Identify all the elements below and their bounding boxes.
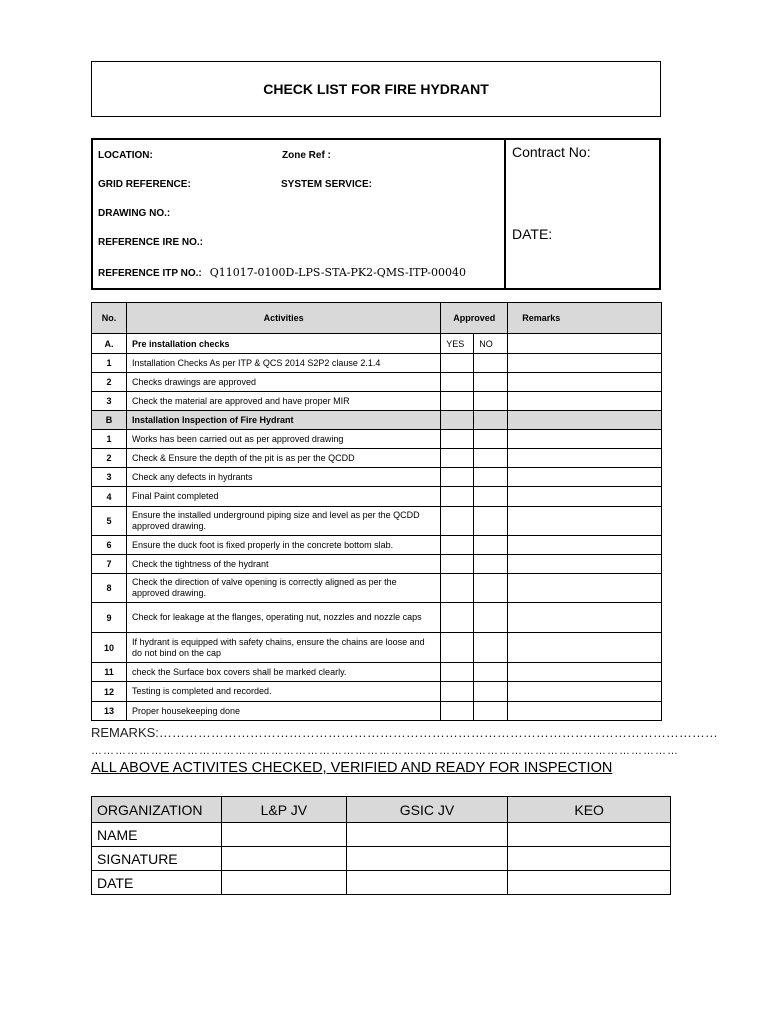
- no-checkbox-cell[interactable]: [474, 682, 508, 702]
- signoff-cell[interactable]: [346, 823, 508, 847]
- item-activity: Checks drawings are approved: [126, 373, 440, 392]
- drawing-no-label: DRAWING NO.:: [98, 208, 171, 219]
- item-activity: Ensure the installed underground piping size and level as per the QCDD approved drawing.: [126, 507, 440, 536]
- yes-checkbox-cell[interactable]: [441, 468, 474, 487]
- yes-checkbox-cell[interactable]: [441, 430, 474, 449]
- table-row: [92, 682, 662, 702]
- remarks-line: REMARKS:…………………………………………………………………………………………………………………: [91, 725, 718, 740]
- yes-checkbox-cell[interactable]: [441, 449, 474, 468]
- yes-checkbox-cell[interactable]: [441, 507, 474, 536]
- no-checkbox-cell[interactable]: [474, 392, 508, 411]
- item-activity: Ensure the duck foot is fixed properly in the concrete bottom slab.: [126, 536, 440, 555]
- item-number: 2: [92, 449, 127, 468]
- signoff-cell[interactable]: [221, 823, 346, 847]
- item-number: 9: [92, 603, 127, 633]
- yes-checkbox-cell[interactable]: [441, 373, 474, 392]
- signoff-cell[interactable]: [508, 823, 671, 847]
- item-number: 13: [92, 702, 127, 721]
- yes-checkbox-cell[interactable]: [441, 555, 474, 574]
- remarks-cell[interactable]: [508, 354, 662, 373]
- remarks-cell[interactable]: [508, 633, 662, 663]
- item-number: 3: [92, 392, 127, 411]
- section-a-title: Pre installation checks: [126, 334, 440, 354]
- signoff-cell[interactable]: [221, 871, 346, 895]
- table-row: [92, 507, 662, 536]
- section-b-title: Installation Inspection of Fire Hydrant: [126, 411, 440, 430]
- signoff-cell[interactable]: [508, 871, 671, 895]
- yes-checkbox-cell[interactable]: [441, 603, 474, 633]
- grid-reference-label: GRID REFERENCE:: [98, 179, 191, 190]
- document-title: CHECK LIST FOR FIRE HYDRANT: [91, 61, 661, 117]
- table-row: [92, 574, 662, 603]
- table-row: [92, 354, 662, 373]
- remarks-cell[interactable]: [508, 449, 662, 468]
- no-checkbox-cell[interactable]: [474, 574, 508, 603]
- no-checkbox-cell[interactable]: [474, 430, 508, 449]
- reference-itp-value: Q11017-0100D-LPS-STA-PK2-QMS-ITP-00040: [209, 266, 466, 279]
- signoff-row-label: DATE: [92, 871, 222, 895]
- remarks-cell[interactable]: [508, 334, 662, 354]
- yes-checkbox-cell[interactable]: [441, 487, 474, 507]
- no-checkbox-cell[interactable]: [474, 633, 508, 663]
- table-row: [92, 603, 662, 633]
- yes-checkbox-cell[interactable]: [441, 663, 474, 682]
- remarks-cell[interactable]: [508, 663, 662, 682]
- remarks-cell[interactable]: [508, 603, 662, 633]
- remarks-cell[interactable]: [508, 392, 662, 411]
- table-row: [92, 555, 662, 574]
- item-number: 3: [92, 468, 127, 487]
- yes-column-label: YES: [441, 334, 474, 354]
- item-number: 1: [92, 430, 127, 449]
- remarks-cell[interactable]: [508, 555, 662, 574]
- remarks-cell[interactable]: [508, 430, 662, 449]
- item-number: 5: [92, 507, 127, 536]
- project-info-fields: [93, 140, 506, 288]
- yes-checkbox-cell[interactable]: [441, 574, 474, 603]
- organization-header: ORGANIZATION: [92, 797, 222, 823]
- signoff-table: [91, 796, 671, 895]
- no-checkbox-cell[interactable]: [474, 507, 508, 536]
- item-number: 6: [92, 536, 127, 555]
- item-activity: Works has been carried out as per approved drawing: [126, 430, 440, 449]
- item-activity: check the Surface box covers shall be marked clearly.: [126, 663, 440, 682]
- no-checkbox-cell[interactable]: [474, 449, 508, 468]
- table-row: [92, 487, 662, 507]
- no-checkbox-cell[interactable]: [474, 663, 508, 682]
- table-row: [92, 633, 662, 663]
- location-label: LOCATION:: [98, 150, 153, 161]
- item-activity: Check the tightness of the hydrant: [126, 555, 440, 574]
- remarks-cell[interactable]: [508, 507, 662, 536]
- reference-itp-label: REFERENCE ITP NO.:: [98, 268, 202, 279]
- yes-checkbox-cell[interactable]: [441, 392, 474, 411]
- remarks-cell[interactable]: [508, 373, 662, 392]
- item-activity: Final Paint completed: [126, 487, 440, 507]
- zone-ref-label: Zone Ref :: [282, 150, 331, 161]
- section-a-number: A.: [92, 334, 127, 354]
- signoff-row-label: SIGNATURE: [92, 847, 222, 871]
- reference-ire-label: REFERENCE IRE NO.:: [98, 237, 204, 248]
- no-checkbox-cell[interactable]: [474, 536, 508, 555]
- no-checkbox-cell[interactable]: [474, 373, 508, 392]
- item-activity: Installation Checks As per ITP & QCS 2014 S2P2 clause 2.1.4: [126, 354, 440, 373]
- lp-jv-header: L&P JV: [221, 797, 346, 823]
- item-activity: Testing is completed and recorded.: [126, 682, 440, 702]
- signoff-cell[interactable]: [508, 847, 671, 871]
- keo-header: KEO: [508, 797, 671, 823]
- no-column-label: NO: [474, 334, 508, 354]
- yes-checkbox-cell[interactable]: [441, 682, 474, 702]
- gsic-jv-header: GSIC JV: [346, 797, 508, 823]
- table-row: [92, 392, 662, 411]
- table-row: [92, 449, 662, 468]
- yes-checkbox-cell[interactable]: [441, 536, 474, 555]
- table-row: [92, 663, 662, 682]
- reference-itp-row: [98, 266, 466, 279]
- contract-no-label: Contract No:: [512, 144, 591, 160]
- item-number: 7: [92, 555, 127, 574]
- no-checkbox-cell[interactable]: [474, 487, 508, 507]
- system-service-label: SYSTEM SERVICE:: [281, 179, 372, 190]
- project-info-box: [91, 138, 661, 290]
- signoff-row-label: NAME: [92, 823, 222, 847]
- checklist-table: [91, 302, 662, 721]
- header-remarks: Remarks: [508, 303, 662, 334]
- yes-checkbox-cell[interactable]: [441, 702, 474, 721]
- item-activity: Check the direction of valve opening is correctly aligned as per the approved drawing.: [126, 574, 440, 603]
- signoff-header-row: [92, 797, 671, 823]
- section-b-row: [92, 411, 662, 430]
- no-checkbox-cell[interactable]: [474, 603, 508, 633]
- section-b-number: B: [92, 411, 127, 430]
- item-number: 8: [92, 574, 127, 603]
- remarks-cell[interactable]: [508, 574, 662, 603]
- signoff-cell[interactable]: [346, 847, 508, 871]
- signoff-row-signature: [92, 847, 671, 871]
- no-checkbox-cell[interactable]: [474, 555, 508, 574]
- header-approved: Approved: [441, 303, 508, 334]
- date-label: DATE:: [512, 226, 553, 242]
- yes-checkbox-cell[interactable]: [441, 633, 474, 663]
- remarks-cell[interactable]: [508, 682, 662, 702]
- item-activity: Check any defects in hydrants: [126, 468, 440, 487]
- table-row: [92, 430, 662, 449]
- checklist-header-row: [92, 303, 662, 334]
- no-checkbox-cell[interactable]: [474, 354, 508, 373]
- item-number: 11: [92, 663, 127, 682]
- item-activity: If hydrant is equipped with safety chains, ensure the chains are loose and do not bind on the cap: [126, 633, 440, 663]
- item-number: 1: [92, 354, 127, 373]
- section-a-row: [92, 334, 662, 354]
- item-activity: Check & Ensure the depth of the pit is as per the QCDD: [126, 449, 440, 468]
- signoff-row-date: [92, 871, 671, 895]
- remarks-line-continued: …………………………………………………………………………………………………………………………………: [91, 745, 679, 757]
- header-no: No.: [92, 303, 127, 334]
- header-activities: Activities: [126, 303, 440, 334]
- item-number: 12: [92, 682, 127, 702]
- signoff-cell[interactable]: [221, 847, 346, 871]
- yes-checkbox-cell[interactable]: [441, 354, 474, 373]
- remarks-cell[interactable]: [508, 468, 662, 487]
- table-row: [92, 373, 662, 392]
- table-row: [92, 468, 662, 487]
- inspection-statement: ALL ABOVE ACTIVITES CHECKED, VERIFIED AND READY FOR INSPECTION: [91, 760, 613, 776]
- signoff-row-name: [92, 823, 671, 847]
- item-number: 4: [92, 487, 127, 507]
- signoff-cell[interactable]: [346, 871, 508, 895]
- table-row: [92, 536, 662, 555]
- item-number: 2: [92, 373, 127, 392]
- remarks-cell[interactable]: [508, 702, 662, 721]
- no-checkbox-cell[interactable]: [474, 702, 508, 721]
- item-activity: Check the material are approved and have proper MIR: [126, 392, 440, 411]
- table-row: [92, 702, 662, 721]
- item-activity: Check for leakage at the flanges, operating nut, nozzles and nozzle caps: [126, 603, 440, 633]
- remarks-cell[interactable]: [508, 536, 662, 555]
- no-checkbox-cell[interactable]: [474, 468, 508, 487]
- remarks-cell[interactable]: [508, 487, 662, 507]
- item-activity: Proper housekeeping done: [126, 702, 440, 721]
- item-number: 10: [92, 633, 127, 663]
